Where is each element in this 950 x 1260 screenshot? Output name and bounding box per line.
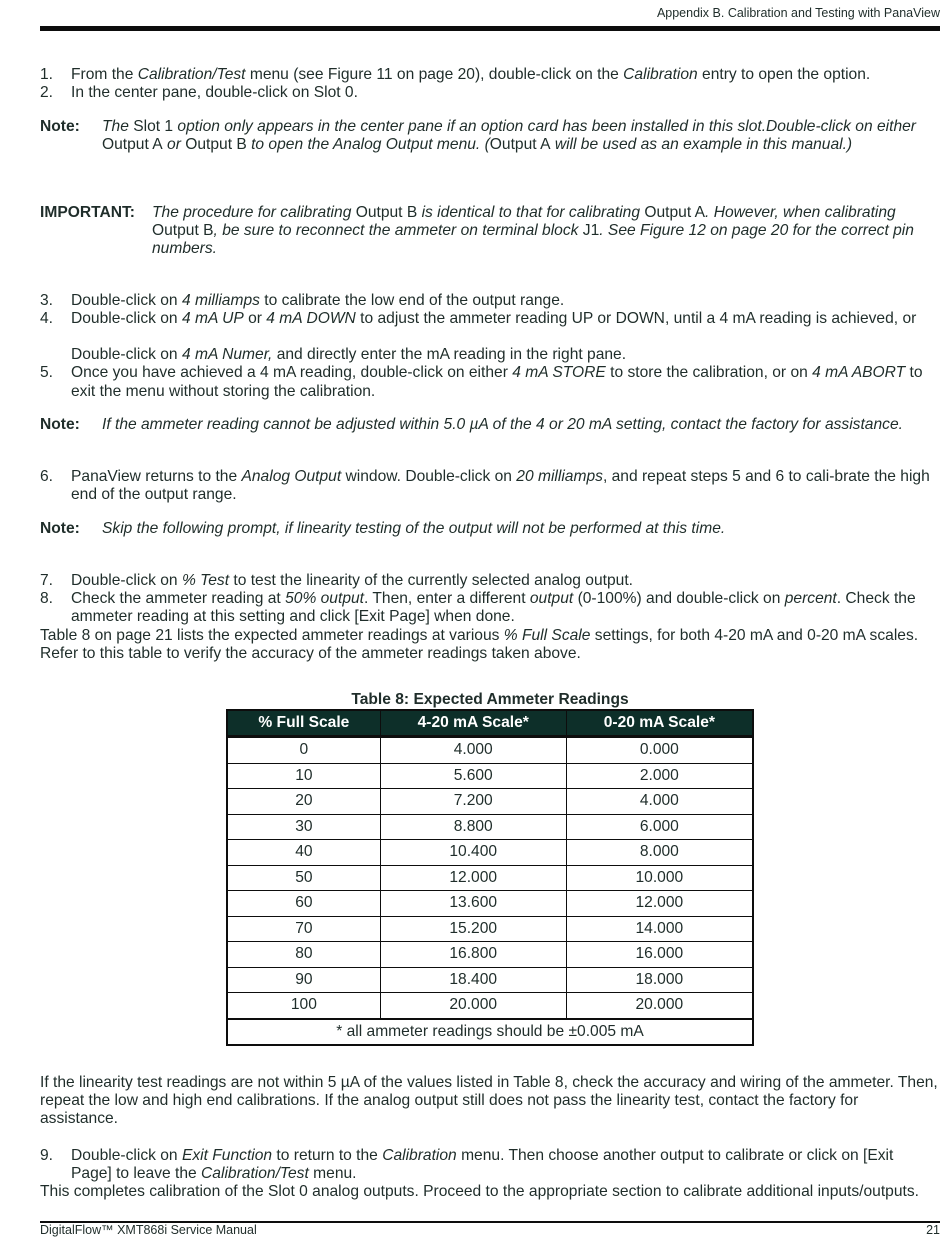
menu-name: % Full Scale xyxy=(503,626,591,644)
table-cell: 90 xyxy=(227,967,380,993)
column-header: 4-20 mA Scale* xyxy=(380,710,566,737)
table-row xyxy=(227,891,753,917)
menu-name: 20 milliamps xyxy=(516,468,603,486)
menu-name: 4 mA ABORT xyxy=(812,364,906,382)
linearity-paragraph xyxy=(40,1074,938,1129)
important-term: J1 xyxy=(582,221,600,239)
important-term: Output A xyxy=(644,203,706,221)
step-text: and directly enter the mA reading in the right pane. xyxy=(272,346,627,364)
note-term: Slot 1 xyxy=(133,118,174,135)
footer-manual-title: DigitalFlow™ XMT868i Service Manual xyxy=(40,1223,257,1237)
important-text: . However, when calibrating xyxy=(705,203,896,221)
step-number: 2. xyxy=(40,84,54,102)
table-cell: 0 xyxy=(227,737,380,764)
menu-name: Calibration xyxy=(382,1146,457,1164)
table-cell: 0.000 xyxy=(566,737,753,764)
step-text: Double-click on xyxy=(71,572,182,589)
step-text: Double-click on xyxy=(71,1146,182,1164)
menu-name: Calibration/Test xyxy=(137,66,246,83)
table-row xyxy=(227,814,753,840)
table-cell: 12.000 xyxy=(566,891,753,917)
step-text: to calibrate the low end of the output range. xyxy=(259,291,565,309)
step-text: Once you have achieved a 4 mA reading, double-click on either xyxy=(71,364,513,382)
step-text: menu. xyxy=(308,1164,357,1182)
table-row xyxy=(227,942,753,968)
menu-name: output xyxy=(529,590,574,608)
table-cell: 4.000 xyxy=(380,737,566,764)
note-text: to open the Analog Output menu. ( xyxy=(246,136,490,154)
menu-name: Calibration/Test xyxy=(201,1164,309,1182)
table-cell: 20.000 xyxy=(566,993,753,1019)
note-1 xyxy=(40,118,938,154)
table-cell: 16.000 xyxy=(566,942,753,968)
table-cell: 8.000 xyxy=(566,840,753,866)
table-cell: 6.000 xyxy=(566,814,753,840)
step-text: . Check the ammeter reading at this setting and click [Exit Page] when done. xyxy=(71,590,916,626)
step-number: 8. xyxy=(40,590,54,608)
step-text: to store the calibration, or on xyxy=(605,364,813,382)
step-text: In the center pane, double-click on Slot 0. xyxy=(71,84,358,102)
paragraph-text: settings, for both 4-20 mA and 0-20 mA scales. Refer to this table to verify the accuracy of the ammeter readings taken above. xyxy=(40,626,919,662)
step-number: 7. xyxy=(40,572,54,589)
step-text: Double-click on xyxy=(71,291,182,309)
note-text: option only appears in the center pane if an option card has been installed in this slot.Double-click on either xyxy=(173,118,916,135)
table-cell: 100 xyxy=(227,993,380,1019)
step-9 xyxy=(40,1147,938,1183)
step-3 xyxy=(40,292,938,310)
note-text: The xyxy=(102,118,134,135)
table-cell: 5.600 xyxy=(380,763,566,789)
readings-table-block xyxy=(226,691,754,1046)
note-text: If the ammeter reading cannot be adjusted within 5.0 µA of the 4 or 20 mA setting, contact the factory for assistance. xyxy=(102,416,903,434)
table-cell: 10.400 xyxy=(380,840,566,866)
important-term: Output B xyxy=(355,203,418,221)
note-2 xyxy=(40,416,938,434)
step-7 xyxy=(40,572,938,590)
step-text: menu (see Figure 11 on page 20), double-click on the xyxy=(245,66,624,83)
important-note xyxy=(40,204,938,259)
menu-name: 4 mA UP xyxy=(181,310,244,327)
paragraph-text: If the linearity test readings are not within 5 µA of the values listed in Table 8, check the accuracy and wiring of the ammeter. Then, repeat the low and high end calibrations. If the analog output still does not pass the linearity test, contact the factory for assistance. xyxy=(40,1074,938,1128)
table-cell: 80 xyxy=(227,942,380,968)
menu-name: % Test xyxy=(181,572,230,589)
menu-name: Calibration xyxy=(623,66,698,83)
step-6 xyxy=(40,468,938,504)
note-text: or xyxy=(162,136,186,154)
step-text: entry to open the option. xyxy=(697,66,871,83)
step-text: menu. Then choose another output to calibrate or click on [Exit Page] to leave the xyxy=(71,1146,894,1182)
important-label: IMPORTANT: xyxy=(40,203,135,221)
spacer xyxy=(40,554,938,572)
spacer xyxy=(40,328,938,346)
table-cell: 12.000 xyxy=(380,865,566,891)
step-text: to return to the xyxy=(272,1146,383,1164)
note-term: Output B xyxy=(185,136,247,154)
menu-name: 50% output xyxy=(285,590,364,608)
table-row xyxy=(227,789,753,815)
step-text: (0-100%) and double-click on xyxy=(573,590,785,608)
table-cell: 50 xyxy=(227,865,380,891)
step-text: to exit the menu without storing the calibration. xyxy=(71,364,923,400)
closing-paragraph xyxy=(40,1183,938,1201)
note-text: Skip the following prompt, if linearity testing of the output will not be performed at this time. xyxy=(102,520,726,538)
table-cell: 20 xyxy=(227,789,380,815)
paragraph-text: This completes calibration of the Slot 0 analog outputs. Proceed to the appropriate section to calibrate additional inputs/outputs. xyxy=(40,1183,919,1201)
important-text: is identical to that for calibrating xyxy=(417,203,645,221)
table-cell: 4.000 xyxy=(566,789,753,815)
menu-name: Exit Function xyxy=(181,1146,273,1164)
table-row xyxy=(227,840,753,866)
table-title: Table 8: Expected Ammeter Readings xyxy=(351,691,629,709)
note-text: will be used as an example in this manual.) xyxy=(550,136,853,154)
step-text: Double-click on xyxy=(71,310,182,327)
menu-name: 4 milliamps xyxy=(181,291,260,309)
header-rule xyxy=(40,26,940,31)
step-text: Check the ammeter reading at xyxy=(71,590,286,608)
step-number: 4. xyxy=(40,310,54,327)
step-4 xyxy=(40,310,938,328)
table-cell: 15.200 xyxy=(380,916,566,942)
table-cell: 60 xyxy=(227,891,380,917)
table-row xyxy=(227,967,753,993)
step-text: or xyxy=(243,310,267,327)
table-cell: 13.600 xyxy=(380,891,566,917)
page-content xyxy=(40,66,938,1201)
table-cell: 10.000 xyxy=(566,865,753,891)
step-8 xyxy=(40,590,938,626)
note-label: Note: xyxy=(40,118,80,135)
table-cell: 70 xyxy=(227,916,380,942)
step-text: From the xyxy=(71,66,138,83)
menu-name: Analog Output xyxy=(241,468,342,486)
note-label: Note: xyxy=(40,520,80,538)
step-number: 3. xyxy=(40,291,54,309)
step-text: to adjust the ammeter reading UP or DOWN, until a 4 mA reading is achieved, or xyxy=(355,310,917,327)
table-row xyxy=(227,993,753,1019)
step-4-alternative xyxy=(40,346,938,364)
table-row xyxy=(227,916,753,942)
table-cell: 18.400 xyxy=(380,967,566,993)
menu-name: 4 mA STORE xyxy=(512,364,606,382)
note-term: Output A xyxy=(102,136,163,154)
column-header: 0-20 mA Scale* xyxy=(566,710,753,737)
spacer xyxy=(40,274,938,292)
table-footnote: * all ammeter readings should be ±0.005 mA xyxy=(227,1019,753,1046)
step-number: 9. xyxy=(40,1146,54,1164)
table-row xyxy=(227,763,753,789)
table-cell: 20.000 xyxy=(380,993,566,1019)
step-1 xyxy=(40,66,938,84)
step-text: window. Double-click on xyxy=(341,468,517,486)
table-header-row xyxy=(227,710,753,737)
table-cell: 8.800 xyxy=(380,814,566,840)
table-row xyxy=(227,737,753,764)
table-cell: 40 xyxy=(227,840,380,866)
table-cell: 2.000 xyxy=(566,763,753,789)
important-term: Output B xyxy=(152,221,214,239)
step-text: . Then, enter a different xyxy=(364,590,530,608)
step-2 xyxy=(40,84,938,102)
table-footnote-row xyxy=(227,1019,753,1046)
step-5 xyxy=(40,364,938,400)
column-header: % Full Scale xyxy=(227,710,380,737)
menu-name: percent xyxy=(784,590,837,608)
step-text: Double-click on xyxy=(71,346,182,364)
ammeter-readings-table xyxy=(226,709,754,1046)
table-cell: 18.000 xyxy=(566,967,753,993)
important-text: , be sure to reconnect the ammeter on terminal block xyxy=(213,221,583,239)
step-number: 1. xyxy=(40,66,54,83)
spacer xyxy=(40,450,938,468)
menu-name: 4 mA Numer, xyxy=(181,346,273,364)
running-header: Appendix B. Calibration and Testing with PanaView xyxy=(656,6,940,20)
note-label: Note: xyxy=(40,416,80,434)
step-text: PanaView returns to the xyxy=(71,468,242,486)
step-number: 6. xyxy=(40,468,54,486)
table-row xyxy=(227,865,753,891)
table-cell: 7.200 xyxy=(380,789,566,815)
step-text: to test the linearity of the currently selected analog output. xyxy=(229,572,633,589)
spacer xyxy=(40,170,938,188)
table-intro-paragraph xyxy=(40,627,938,663)
note-term: Output A xyxy=(489,136,551,154)
important-text: The procedure for calibrating xyxy=(152,203,356,221)
note-3 xyxy=(40,520,938,538)
table-cell: 10 xyxy=(227,763,380,789)
step-text: , and repeat steps 5 and 6 to cali-brate the high end of the output range. xyxy=(71,468,930,504)
page-number: 21 xyxy=(926,1223,940,1237)
important-text: . See Figure 12 on page 20 for the correct pin numbers. xyxy=(152,221,914,257)
menu-name: 4 mA DOWN xyxy=(266,310,356,327)
step-number: 5. xyxy=(40,364,54,382)
table-cell: 14.000 xyxy=(566,916,753,942)
spacer xyxy=(40,1129,938,1147)
table-cell: 16.800 xyxy=(380,942,566,968)
paragraph-text: Table 8 on page 21 lists the expected ammeter readings at various xyxy=(40,626,504,644)
table-cell: 30 xyxy=(227,814,380,840)
